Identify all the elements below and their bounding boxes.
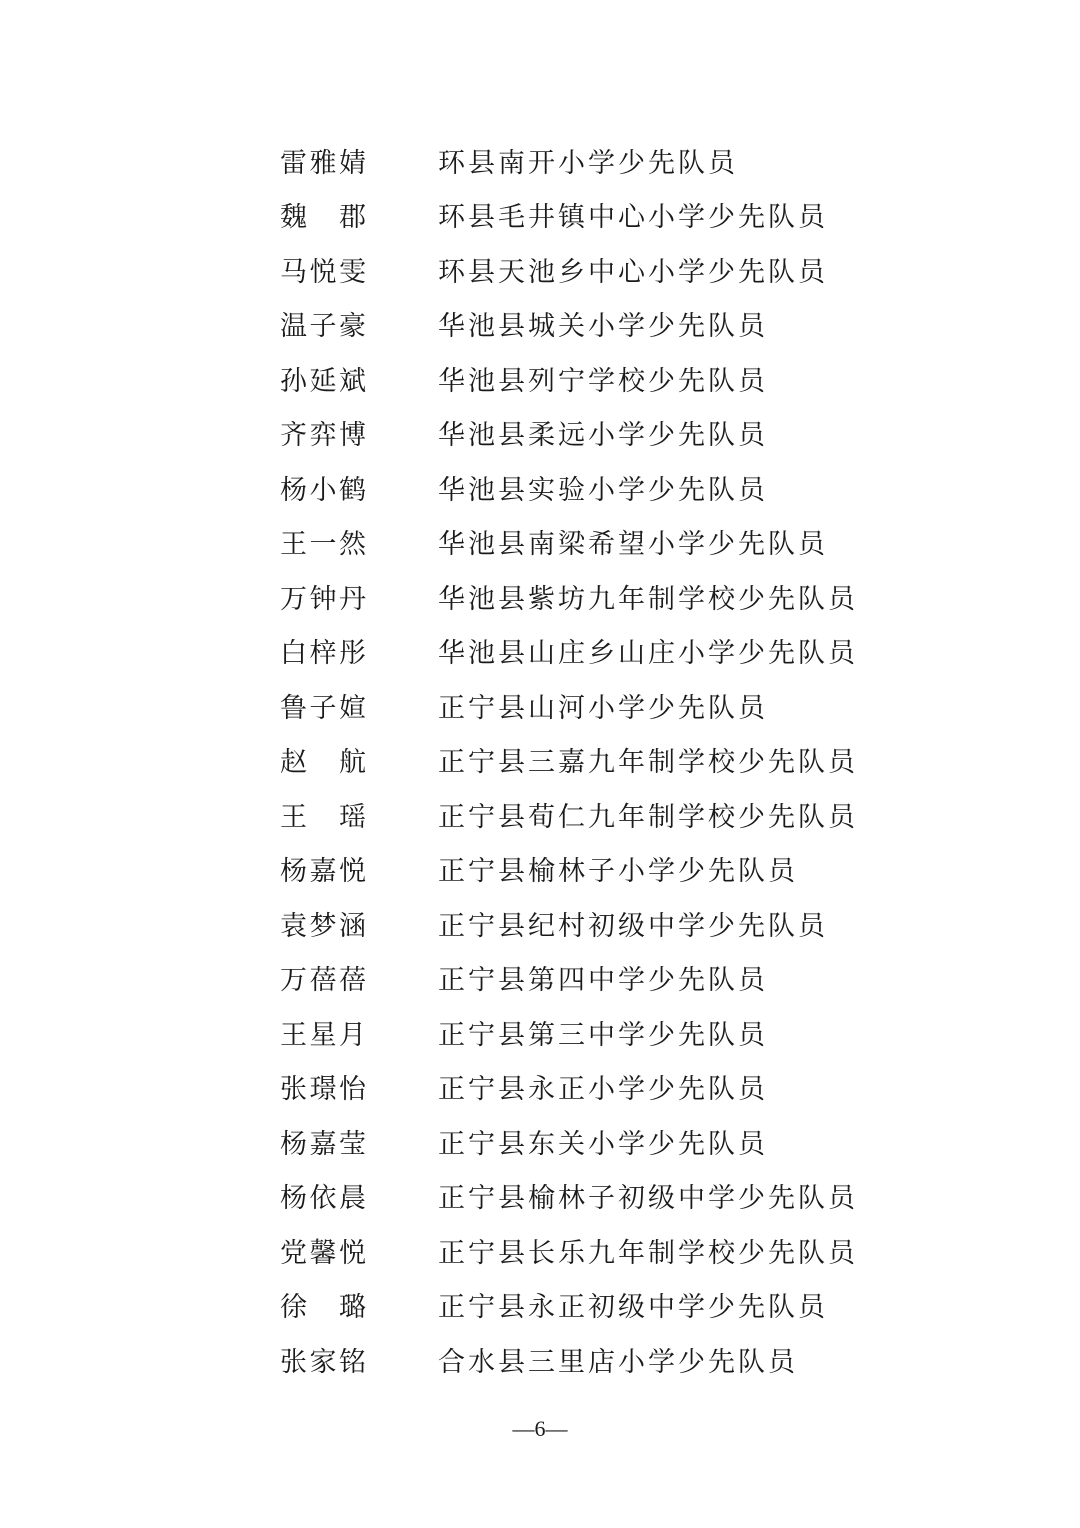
list-item [280, 572, 1000, 627]
list-item [280, 899, 1000, 954]
school-affiliation: 正宁县榆林子初级中学少先队员 [438, 1183, 858, 1215]
list-item [280, 1281, 1000, 1336]
person-name: 雷 雅 婧 [280, 147, 366, 179]
person-name: 孙 延 斌 [280, 365, 366, 397]
person-name: 王 瑶 [280, 801, 366, 833]
person-name: 马 悦 雯 [280, 256, 366, 288]
school-affiliation: 华池县山庄乡山庄小学少先队员 [438, 638, 858, 670]
school-affiliation: 正宁县永正小学少先队员 [438, 1074, 768, 1106]
list-item [280, 409, 1000, 464]
person-name: 万 蓓 蓓 [280, 965, 366, 997]
list-item [280, 1226, 1000, 1281]
school-affiliation: 环县南开小学少先队员 [438, 147, 738, 179]
school-affiliation: 华池县柔远小学少先队员 [438, 420, 768, 452]
list-item [280, 518, 1000, 573]
list-item [280, 681, 1000, 736]
school-affiliation: 正宁县长乐九年制学校少先队员 [438, 1237, 858, 1269]
person-name: 魏 郡 [280, 202, 366, 234]
person-name: 王 星 月 [280, 1019, 366, 1051]
school-affiliation: 正宁县荀仁九年制学校少先队员 [438, 801, 858, 833]
page-number: —6— [512, 1416, 568, 1441]
person-name: 杨 依 晨 [280, 1183, 366, 1215]
list-item [280, 954, 1000, 1009]
list-item [280, 1117, 1000, 1172]
person-name: 杨 小 鹤 [280, 474, 366, 506]
person-name: 杨 嘉 莹 [280, 1128, 366, 1160]
school-affiliation: 环县毛井镇中心小学少先队员 [438, 202, 828, 234]
list-item [280, 1008, 1000, 1063]
person-name: 张 家 铭 [280, 1346, 366, 1378]
school-affiliation: 华池县南梁希望小学少先队员 [438, 529, 828, 561]
person-name: 袁 梦 涵 [280, 910, 366, 942]
person-name: 温 子 豪 [280, 311, 366, 343]
school-affiliation: 正宁县东关小学少先队员 [438, 1128, 768, 1160]
person-name: 赵 航 [280, 747, 366, 779]
school-affiliation: 正宁县永正初级中学少先队员 [438, 1292, 828, 1324]
list-item [280, 245, 1000, 300]
list-item [280, 736, 1000, 791]
school-affiliation: 环县天池乡中心小学少先队员 [438, 256, 828, 288]
school-affiliation: 正宁县山河小学少先队员 [438, 692, 768, 724]
school-affiliation: 正宁县第三中学少先队员 [438, 1019, 768, 1051]
person-name: 齐 弈 博 [280, 420, 366, 452]
school-affiliation: 正宁县榆林子小学少先队员 [438, 856, 798, 888]
person-name: 杨 嘉 悦 [280, 856, 366, 888]
list-item [280, 627, 1000, 682]
person-name: 张 璟 怡 [280, 1074, 366, 1106]
list-item [280, 790, 1000, 845]
person-name: 鲁 子 媗 [280, 692, 366, 724]
list-item [280, 300, 1000, 355]
list-item [280, 1335, 1000, 1390]
school-affiliation: 华池县列宁学校少先队员 [438, 365, 768, 397]
list-item [280, 463, 1000, 518]
school-affiliation: 华池县城关小学少先队员 [438, 311, 768, 343]
school-affiliation: 正宁县纪村初级中学少先队员 [438, 910, 828, 942]
list-item [280, 354, 1000, 409]
school-affiliation: 华池县实验小学少先队员 [438, 474, 768, 506]
list-item [280, 845, 1000, 900]
honoree-list [280, 136, 1000, 1390]
list-item [280, 191, 1000, 246]
person-name: 白 梓 彤 [280, 638, 366, 670]
person-name: 徐 璐 [280, 1292, 366, 1324]
person-name: 万 钟 丹 [280, 583, 366, 615]
school-affiliation: 正宁县第四中学少先队员 [438, 965, 768, 997]
person-name: 党 馨 悦 [280, 1237, 366, 1269]
list-item [280, 1063, 1000, 1118]
list-item [280, 136, 1000, 191]
list-item [280, 1172, 1000, 1227]
school-affiliation: 正宁县三嘉九年制学校少先队员 [438, 747, 858, 779]
person-name: 王 一 然 [280, 529, 366, 561]
school-affiliation: 合水县三里店小学少先队员 [438, 1346, 798, 1378]
school-affiliation: 华池县紫坊九年制学校少先队员 [438, 583, 858, 615]
